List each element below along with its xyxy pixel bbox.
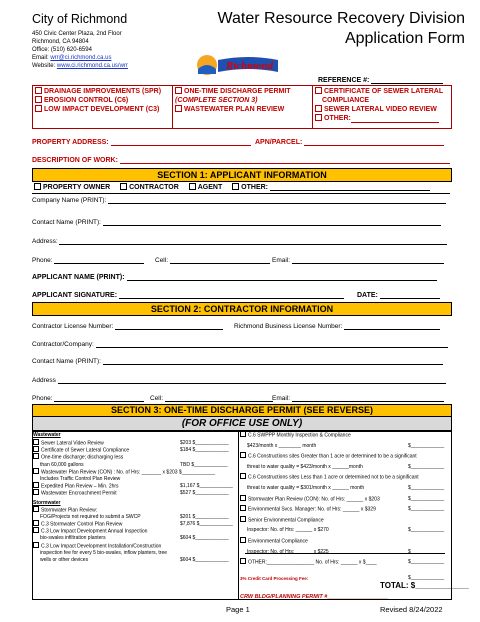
wastewater-heading: Wastewater [33, 432, 61, 438]
fee-line: inspection fee for every 5 bio-swales, inflow planters, tree [40, 549, 168, 556]
s1-email-field[interactable]: Email: [272, 256, 444, 264]
s2-address-field[interactable]: Address [32, 376, 446, 384]
fee-amount[interactable]: $1,167 $____________ [180, 483, 233, 490]
s2-company-field[interactable]: Contractor/Company: [32, 340, 448, 348]
permit-other[interactable]: OTHER: [315, 114, 439, 123]
fee-line[interactable]: C.6 Constructions sites Less than 1 acre or determined not to be a significant [240, 474, 419, 481]
s1-company-field[interactable]: Company Name (PRINT): [32, 196, 446, 204]
checkbox-icon[interactable] [240, 516, 246, 522]
fee-line[interactable]: Stormwater Plan Review (CON): No. of Hrs: ______ x $203 [240, 496, 380, 503]
address-line-1: 450 Civic Center Plaza, 2nd Floor [32, 31, 122, 37]
s2-email-input[interactable] [292, 394, 444, 402]
s2-license-input[interactable] [115, 322, 223, 330]
checkbox-icon[interactable] [120, 183, 127, 190]
checkbox-icon[interactable] [33, 520, 39, 526]
apn-input[interactable] [304, 138, 444, 146]
checkbox-icon[interactable] [33, 446, 39, 452]
property-address-field[interactable]: PROPERTY ADDRESS: [32, 138, 251, 146]
email-link[interactable]: wrr@ci.richmond.ca.us [50, 55, 112, 61]
checkbox-icon[interactable] [35, 105, 42, 112]
checkbox-icon[interactable] [240, 452, 246, 458]
office-phone: Office: (510) 620-6594 [32, 47, 92, 53]
fee-line[interactable]: Expedited Plan Review – Min. 2hrs [33, 483, 119, 490]
website-label: Website: [32, 63, 56, 69]
checkbox-icon[interactable] [33, 542, 39, 548]
permit-complete-section3: (COMPLETE SECTION 3) [175, 97, 258, 104]
fee-amount[interactable]: $201 $____________ [180, 513, 229, 520]
checkbox-icon[interactable] [33, 468, 39, 474]
checkbox-icon[interactable] [175, 87, 182, 94]
address-line-2: Richmond, CA 94804 [32, 39, 89, 45]
checkbox-icon[interactable] [240, 537, 246, 543]
checkbox-icon[interactable] [34, 183, 41, 190]
s1-address-field[interactable]: Address: [32, 237, 447, 245]
date-field[interactable]: DATE: [357, 291, 440, 299]
fee-amount[interactable]: $____________ [408, 495, 445, 502]
reference-label: REFERENCE #: [318, 77, 370, 84]
permit-certificate[interactable]: CERTIFICATE OF SEWER LATERAL [315, 87, 443, 96]
fee-line[interactable]: Certificate of Sewer Lateral Compliance [33, 447, 129, 454]
checkbox-icon[interactable] [240, 431, 246, 437]
fee-line[interactable]: C.3 Low Impact Development Annual Inspection [33, 528, 147, 535]
fee-line[interactable]: C.6 Constructions sites Greater than 1 acre or determined to be a significant [240, 453, 417, 460]
permit-divider-1 [172, 85, 173, 129]
s2-license-field[interactable]: Contractor License Number: [32, 322, 223, 330]
fee-line: FOG/Projects not required to submit a SWCP [40, 513, 141, 520]
apn-field[interactable]: APN/PARCEL: [255, 138, 444, 146]
fee-line[interactable]: Wastewater Plan Review (CON) : No. of Hrs: _______ x $203 $____________ [33, 469, 215, 476]
checkbox-icon[interactable] [240, 495, 246, 501]
fee-line[interactable]: Stormwater Plan Review: [33, 507, 97, 514]
division-title: Water Resource Recovery Division [217, 10, 465, 27]
checkbox-icon[interactable] [33, 453, 39, 459]
page-number: Page 1 [226, 605, 250, 614]
section2-banner: SECTION 2: CONTRACTOR INFORMATION [32, 302, 452, 316]
checkbox-icon[interactable] [232, 183, 239, 190]
fee-amount[interactable]: $____________ [408, 442, 445, 449]
fee-line[interactable]: C.3 Low Impact Development Installation/Construction [33, 543, 161, 550]
work-description-input[interactable] [120, 156, 450, 164]
s2-address-input[interactable] [58, 376, 446, 384]
s2-contact-input[interactable] [103, 357, 443, 365]
s1-contact-field[interactable]: Contact Name (PRINT): [32, 218, 441, 226]
permit-one-time[interactable]: ONE-TIME DISCHARGE PERMIT [175, 87, 291, 96]
applicant-signature-input[interactable] [119, 291, 344, 299]
permit-erosion[interactable]: EROSION CONTROL (C6) [35, 96, 128, 105]
revised-date: Revised 8/24/2022 [380, 605, 443, 614]
fee-line[interactable]: Wastewater Encroachment Permit [33, 490, 117, 497]
s1-cell-field[interactable]: Cell: [155, 256, 270, 264]
role-other-input[interactable] [270, 183, 430, 191]
applicant-name-field[interactable]: APPLICANT NAME (PRINT): [32, 273, 437, 281]
total-field[interactable]: TOTAL: $____________ [380, 581, 469, 590]
fee-amount[interactable]: $____________ [408, 485, 445, 491]
permit-certificate-compliance: COMPLIANCE [322, 97, 370, 104]
applicant-signature-field[interactable]: APPLICANT SIGNATURE: [32, 291, 344, 299]
applicant-name-input[interactable] [127, 273, 437, 281]
s1-phone-field[interactable]: Phone: [32, 256, 144, 264]
divider [32, 193, 450, 194]
fee-line: than 60,000 gallons [40, 461, 84, 468]
s1-email-input[interactable] [292, 256, 444, 264]
role-options [34, 183, 430, 191]
website-line [32, 62, 128, 70]
fee-line[interactable]: Environmental Svcs. Manager: No. of Hrs: ______ x $329 [240, 506, 376, 513]
s1-address-input[interactable] [59, 237, 447, 245]
permit-lid[interactable]: LOW IMPACT DEVELOPMENT (C3) [35, 105, 159, 114]
checkbox-icon[interactable] [189, 183, 196, 190]
fee-table-divider [238, 431, 239, 599]
stormwater-heading: Stormwater [33, 499, 61, 506]
checkbox-icon[interactable] [33, 489, 39, 495]
permit-wastewater-review[interactable]: WASTEWATER PLAN REVIEW [175, 105, 284, 114]
checkbox-icon[interactable] [33, 482, 39, 488]
fee-amount[interactable]: $184 $____________ [180, 447, 229, 454]
role-agent[interactable]: AGENT [189, 184, 223, 191]
fee-line[interactable]: C.6 SWPPP Monthly Inspection & Compliance [240, 432, 351, 439]
fee-line[interactable]: Environmental Compliance [240, 538, 308, 545]
fee-line[interactable]: Sewer Lateral Video Review [33, 440, 104, 447]
checkbox-icon[interactable] [240, 505, 246, 511]
checkbox-icon[interactable] [33, 506, 39, 512]
checkbox-icon[interactable] [240, 558, 246, 564]
fee-line: wells or other devices [40, 557, 89, 563]
s2-business-license-field[interactable]: Richmond Business License Number: [234, 322, 440, 330]
fee-amount[interactable]: $____________ [408, 527, 445, 534]
fee-amount[interactable]: $203 $____________ [180, 440, 229, 446]
fee-line[interactable]: C.3 Stormwater Control Plan Review [33, 521, 122, 528]
work-description-field[interactable]: DESCRIPTION OF WORK: [32, 156, 450, 164]
email-line [32, 54, 111, 62]
checkbox-icon[interactable] [33, 439, 39, 445]
fee-amount[interactable]: $____________ [408, 559, 445, 566]
s2-business-license-input[interactable] [344, 322, 440, 330]
fee-line[interactable]: One-time discharge; discharging less [33, 454, 123, 461]
section3-banner: SECTION 3: ONE-TIME DISCHARGE PERMIT (SEE REVERSE) [32, 404, 452, 417]
role-other[interactable]: OTHER: [232, 184, 268, 191]
credit-card-fee-label: 3% Credit Card Processing Fee: [240, 576, 309, 581]
s1-cell-input[interactable] [170, 256, 270, 264]
s2-email-field[interactable]: Email: [272, 394, 444, 402]
s2-phone-field[interactable]: Phone: [32, 394, 144, 402]
fee-amount[interactable]: TBD $____________ [180, 461, 228, 468]
fee-line[interactable]: Senior Environmental Compliance [240, 517, 324, 524]
fee-line: Inspector: No. of Hrs: ______ x $225 [247, 548, 329, 555]
s1-company-input[interactable] [108, 196, 446, 204]
s2-company-input[interactable] [96, 340, 448, 348]
fee-line: bio-swales infiltration planters [40, 535, 106, 542]
fee-line: threat to water quality = $423/month x ______month [247, 463, 363, 470]
checkbox-icon[interactable] [240, 473, 246, 479]
logo-text: Richmond [226, 60, 274, 72]
checkbox-icon[interactable] [315, 87, 322, 94]
role-property-owner[interactable]: PROPERTY OWNER [34, 184, 110, 191]
fee-amount[interactable]: $____________ [408, 463, 445, 470]
city-name: City of Richmond [32, 12, 128, 26]
permit-divider-2 [312, 85, 313, 129]
fee-line: threat to water quality = $301/month x ______ month [247, 485, 365, 491]
property-address-input[interactable] [111, 138, 251, 146]
reference-field[interactable] [318, 76, 443, 84]
permit-sewer-video[interactable]: SEWER LATERAL VIDEO REVIEW [315, 105, 437, 114]
s1-contact-input[interactable] [103, 218, 441, 226]
office-use-banner: (FOR OFFICE USE ONLY) [32, 416, 452, 432]
fee-line: $423/month x ________ month [247, 442, 317, 449]
fee-line[interactable]: OTHER:_________________ No. of Hrs: ______ x $____ [240, 559, 377, 566]
date-input[interactable] [380, 291, 440, 299]
checkbox-icon[interactable] [315, 114, 322, 121]
role-contractor[interactable]: CONTRACTOR [120, 184, 179, 191]
email-label: Email: [32, 55, 49, 61]
permit-drainage[interactable]: DRAINAGE IMPROVEMENTS (SPR) [35, 87, 161, 96]
section1-banner: SECTION 1: APPLICANT INFORMATION [32, 168, 452, 182]
credit-card-fee-input[interactable]: $____________ [408, 575, 445, 581]
s2-phone-input[interactable] [54, 394, 144, 402]
fee-amount[interactable]: $7,876 $____________ [180, 521, 233, 527]
checkbox-icon[interactable] [35, 96, 42, 103]
fee-line: Includes Traffic Control Plan Review [40, 476, 121, 482]
fee-amount[interactable]: $____________ [408, 506, 445, 513]
checkbox-icon[interactable] [175, 105, 182, 112]
checkbox-icon[interactable] [315, 105, 322, 112]
fee-amount[interactable]: $____________ [408, 548, 445, 555]
s2-contact-field[interactable]: Contact Name (PRINT): [32, 357, 443, 365]
reference-input[interactable] [371, 76, 443, 84]
fee-amount[interactable]: $604 $____________ [180, 557, 229, 563]
richmond-logo [196, 52, 280, 78]
checkbox-icon[interactable] [33, 527, 39, 533]
s2-cell-field[interactable]: Cell: [150, 394, 273, 402]
fee-line: Inspector: No. of Hrs: ______ x $270 [247, 527, 329, 534]
crw-permit-field[interactable]: CRW BLDG/PLANNING PERMIT #____________________ [240, 594, 389, 600]
fee-amount[interactable]: $604 $____________ [180, 535, 229, 542]
form-title: Application Form [344, 30, 465, 47]
s2-cell-input[interactable] [165, 394, 273, 402]
s1-phone-input[interactable] [54, 256, 144, 264]
fee-amount[interactable]: $527 $____________ [180, 490, 229, 497]
checkbox-icon[interactable] [35, 87, 42, 94]
website-link[interactable]: www.ci.richmond.ca.us/wrr [56, 63, 128, 69]
